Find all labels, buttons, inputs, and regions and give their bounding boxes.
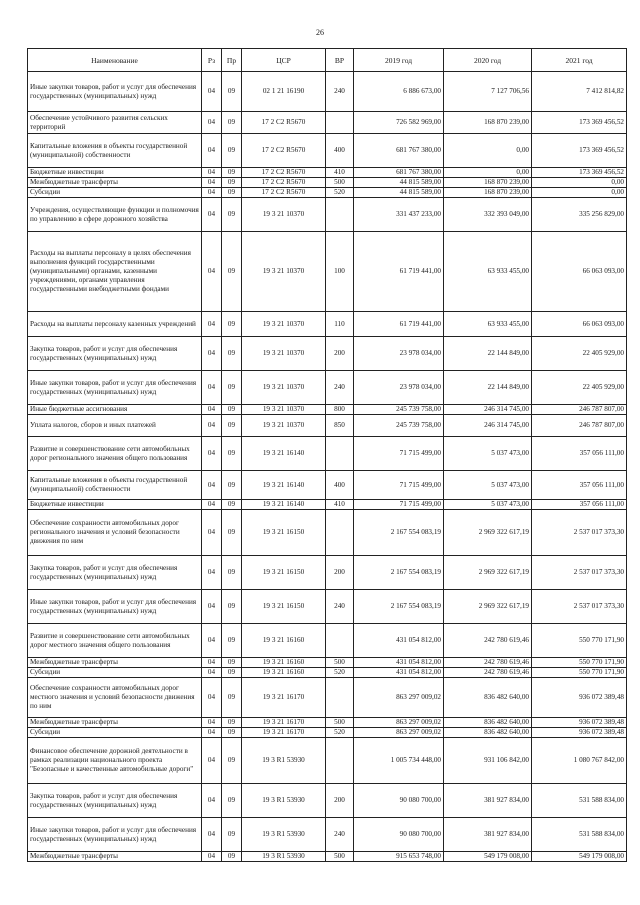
cell-rz: 04 <box>202 178 222 188</box>
table-row <box>28 658 627 668</box>
cell-rz: 04 <box>202 405 222 415</box>
cell-2020: 931 106 842,00 <box>444 738 532 784</box>
cell-2020: 2 969 322 617,19 <box>444 590 532 624</box>
table-row <box>28 668 627 678</box>
cell-vr: 500 <box>326 852 354 862</box>
cell-2021: 531 588 834,00 <box>532 784 627 818</box>
cell-name: Бюджетные инвестиции <box>28 168 202 178</box>
cell-name: Межбюджетные трансферты <box>28 852 202 862</box>
cell-pr: 09 <box>222 728 242 738</box>
cell-rz: 04 <box>202 556 222 590</box>
table-row <box>28 784 627 818</box>
column-header-csr: ЦСР <box>242 49 326 72</box>
cell-csr: 17 2 С2 R5670 <box>242 178 326 188</box>
cell-2020: 63 933 455,00 <box>444 312 532 337</box>
table-row <box>28 178 627 188</box>
cell-rz: 04 <box>202 415 222 437</box>
column-header-2020: 2020 год <box>444 49 532 72</box>
cell-2021: 246 787 807,00 <box>532 405 627 415</box>
cell-2020: 381 927 834,00 <box>444 818 532 852</box>
cell-2020: 246 314 745,00 <box>444 405 532 415</box>
cell-name: Развитие и совершенствование сети автомобильных дорог местного значения общего пользования <box>28 624 202 658</box>
cell-csr: 19 3 21 16150 <box>242 590 326 624</box>
cell-name: Капитальные вложения в объекты государственной (муниципальной) собственности <box>28 134 202 168</box>
cell-vr: 400 <box>326 471 354 500</box>
cell-name: Развитие и совершенствование сети автомобильных дорог регионального значения общего пользования <box>28 437 202 471</box>
cell-vr: 400 <box>326 134 354 168</box>
cell-csr: 19 3 21 10370 <box>242 312 326 337</box>
cell-2021: 531 588 834,00 <box>532 818 627 852</box>
cell-name: Субсидии <box>28 668 202 678</box>
cell-pr: 09 <box>222 232 242 312</box>
cell-2020: 2 969 322 617,19 <box>444 510 532 556</box>
cell-rz: 04 <box>202 818 222 852</box>
cell-rz: 04 <box>202 852 222 862</box>
cell-2020: 836 482 640,00 <box>444 728 532 738</box>
cell-2019: 23 978 034,00 <box>354 371 444 405</box>
cell-rz: 04 <box>202 738 222 784</box>
cell-2021: 936 072 389,48 <box>532 678 627 718</box>
cell-2021: 246 787 807,00 <box>532 415 627 437</box>
cell-csr: 17 2 С2 R5670 <box>242 168 326 178</box>
cell-vr: 100 <box>326 232 354 312</box>
cell-vr <box>326 678 354 718</box>
cell-vr: 240 <box>326 371 354 405</box>
cell-2020: 246 314 745,00 <box>444 415 532 437</box>
cell-pr: 09 <box>222 818 242 852</box>
cell-pr: 09 <box>222 738 242 784</box>
cell-name: Иные закупки товаров, работ и услуг для обеспечения государственных (муниципальных) нужд <box>28 590 202 624</box>
cell-csr: 02 1 21 16190 <box>242 72 326 112</box>
cell-vr: 500 <box>326 178 354 188</box>
cell-name: Межбюджетные трансферты <box>28 178 202 188</box>
cell-2019: 726 582 969,00 <box>354 112 444 134</box>
cell-2019: 863 297 009,02 <box>354 718 444 728</box>
cell-rz: 04 <box>202 198 222 232</box>
cell-2020: 5 037 473,00 <box>444 471 532 500</box>
cell-vr: 410 <box>326 168 354 178</box>
cell-csr: 19 3 R1 53930 <box>242 818 326 852</box>
cell-name: Расходы на выплаты персоналу в целях обеспечения выполнения функций государственными (муниципальными) органами, казенными учреждениями, органами управления государственными внебюджетными фондами <box>28 232 202 312</box>
cell-csr: 17 2 С2 R5670 <box>242 188 326 198</box>
cell-rz: 04 <box>202 232 222 312</box>
cell-csr: 19 3 21 16150 <box>242 556 326 590</box>
cell-pr: 09 <box>222 718 242 728</box>
cell-2020: 242 780 619,46 <box>444 658 532 668</box>
table-row <box>28 738 627 784</box>
cell-2019: 23 978 034,00 <box>354 337 444 371</box>
cell-name: Субсидии <box>28 728 202 738</box>
cell-pr: 09 <box>222 168 242 178</box>
cell-2021: 0,00 <box>532 178 627 188</box>
cell-2019: 431 054 812,00 <box>354 624 444 658</box>
table-row <box>28 188 627 198</box>
cell-rz: 04 <box>202 337 222 371</box>
cell-pr: 09 <box>222 500 242 510</box>
cell-rz: 04 <box>202 134 222 168</box>
cell-csr: 17 2 С2 R5670 <box>242 112 326 134</box>
cell-2019: 71 715 499,00 <box>354 471 444 500</box>
cell-name: Межбюджетные трансферты <box>28 658 202 668</box>
cell-2019: 44 815 589,00 <box>354 178 444 188</box>
table-row <box>28 852 627 862</box>
cell-name: Закупка товаров, работ и услуг для обеспечения государственных (муниципальных) нужд <box>28 337 202 371</box>
cell-csr: 19 3 21 16170 <box>242 678 326 718</box>
table-header-row <box>28 49 627 72</box>
cell-2019: 71 715 499,00 <box>354 500 444 510</box>
table-row <box>28 415 627 437</box>
cell-2021: 7 412 814,82 <box>532 72 627 112</box>
cell-csr: 19 3 21 10370 <box>242 405 326 415</box>
cell-csr: 19 3 21 16150 <box>242 510 326 556</box>
cell-2019: 681 767 380,00 <box>354 168 444 178</box>
cell-2021: 936 072 389,48 <box>532 718 627 728</box>
cell-2019: 44 815 589,00 <box>354 188 444 198</box>
cell-pr: 09 <box>222 510 242 556</box>
table-row <box>28 232 627 312</box>
cell-vr: 520 <box>326 728 354 738</box>
cell-name: Финансовое обеспечение дорожной деятельности в рамках реализации национального проекта "Безопасные и качественные автомобильные дороги" <box>28 738 202 784</box>
table-row <box>28 500 627 510</box>
cell-2020: 168 870 239,00 <box>444 178 532 188</box>
cell-vr <box>326 624 354 658</box>
cell-csr: 19 3 21 16160 <box>242 668 326 678</box>
page-number: 26 <box>316 28 324 37</box>
cell-name: Уплата налогов, сборов и иных платежей <box>28 415 202 437</box>
cell-2021: 335 256 829,00 <box>532 198 627 232</box>
cell-2021: 1 080 767 842,00 <box>532 738 627 784</box>
table-row <box>28 437 627 471</box>
cell-csr: 19 3 R1 53930 <box>242 738 326 784</box>
cell-2019: 90 080 700,00 <box>354 818 444 852</box>
table-row <box>28 134 627 168</box>
cell-vr <box>326 437 354 471</box>
cell-csr: 19 3 21 16160 <box>242 658 326 668</box>
cell-2020: 168 870 239,00 <box>444 188 532 198</box>
budget-table <box>27 48 627 862</box>
column-header-name: Наименование <box>28 49 202 72</box>
cell-vr: 240 <box>326 590 354 624</box>
cell-2020: 0,00 <box>444 134 532 168</box>
column-header-rz: Рз <box>202 49 222 72</box>
cell-2021: 173 369 456,52 <box>532 134 627 168</box>
cell-vr: 850 <box>326 415 354 437</box>
cell-2020: 22 144 849,00 <box>444 371 532 405</box>
cell-2019: 2 167 554 083,19 <box>354 510 444 556</box>
cell-2021: 22 405 929,00 <box>532 337 627 371</box>
cell-2019: 245 739 758,00 <box>354 415 444 437</box>
cell-vr: 500 <box>326 718 354 728</box>
cell-name: Иные закупки товаров, работ и услуг для обеспечения государственных (муниципальных) нужд <box>28 818 202 852</box>
cell-pr: 09 <box>222 471 242 500</box>
cell-2019: 245 739 758,00 <box>354 405 444 415</box>
cell-2019: 2 167 554 083,19 <box>354 590 444 624</box>
cell-2020: 5 037 473,00 <box>444 500 532 510</box>
cell-csr: 19 3 21 16170 <box>242 718 326 728</box>
cell-2020: 7 127 706,56 <box>444 72 532 112</box>
cell-rz: 04 <box>202 728 222 738</box>
cell-csr: 19 3 21 16140 <box>242 437 326 471</box>
cell-2021: 357 056 111,00 <box>532 500 627 510</box>
column-header-pr: Пр <box>222 49 242 72</box>
cell-vr: 410 <box>326 500 354 510</box>
cell-2019: 6 886 673,00 <box>354 72 444 112</box>
cell-2021: 0,00 <box>532 188 627 198</box>
cell-csr: 19 3 21 10370 <box>242 232 326 312</box>
cell-2021: 357 056 111,00 <box>532 437 627 471</box>
table-row <box>28 624 627 658</box>
cell-csr: 19 3 R1 53930 <box>242 852 326 862</box>
cell-pr: 09 <box>222 624 242 658</box>
cell-rz: 04 <box>202 168 222 178</box>
cell-rz: 04 <box>202 72 222 112</box>
cell-2020: 0,00 <box>444 168 532 178</box>
cell-2020: 836 482 640,00 <box>444 678 532 718</box>
cell-name: Капитальные вложения в объекты государственной (муниципальной) собственности <box>28 471 202 500</box>
column-header-vr: ВР <box>326 49 354 72</box>
cell-name: Учреждения, осуществляющие функции и полномочия по управлению в сфере дорожного хозяйства <box>28 198 202 232</box>
cell-2021: 2 537 017 373,30 <box>532 510 627 556</box>
cell-name: Бюджетные инвестиции <box>28 500 202 510</box>
cell-name: Расходы на выплаты персоналу казенных учреждений <box>28 312 202 337</box>
cell-vr <box>326 198 354 232</box>
cell-2021: 550 770 171,90 <box>532 624 627 658</box>
cell-pr: 09 <box>222 198 242 232</box>
cell-vr: 240 <box>326 72 354 112</box>
cell-2020: 22 144 849,00 <box>444 337 532 371</box>
cell-name: Обеспечение сохранности автомобильных дорог местного значения и условий безопасности движения по ним <box>28 678 202 718</box>
cell-pr: 09 <box>222 405 242 415</box>
cell-pr: 09 <box>222 590 242 624</box>
cell-csr: 19 3 21 10370 <box>242 198 326 232</box>
cell-name: Обеспечение сохранности автомобильных дорог регионального значения и условий безопасности движения по ним <box>28 510 202 556</box>
cell-2021: 22 405 929,00 <box>532 371 627 405</box>
table-row <box>28 337 627 371</box>
cell-rz: 04 <box>202 624 222 658</box>
cell-pr: 09 <box>222 178 242 188</box>
table-row <box>28 72 627 112</box>
cell-rz: 04 <box>202 590 222 624</box>
cell-csr: 19 3 21 16140 <box>242 500 326 510</box>
table-row <box>28 371 627 405</box>
cell-2021: 2 537 017 373,30 <box>532 556 627 590</box>
cell-pr: 09 <box>222 337 242 371</box>
cell-vr <box>326 112 354 134</box>
table-row <box>28 556 627 590</box>
cell-2021: 936 072 389,48 <box>532 728 627 738</box>
cell-name: Обеспечение устойчивого развития сельских территорий <box>28 112 202 134</box>
cell-pr: 09 <box>222 188 242 198</box>
table-row <box>28 471 627 500</box>
cell-vr: 110 <box>326 312 354 337</box>
cell-csr: 17 2 С2 R5670 <box>242 134 326 168</box>
cell-pr: 09 <box>222 668 242 678</box>
cell-2020: 381 927 834,00 <box>444 784 532 818</box>
cell-2021: 173 369 456,52 <box>532 112 627 134</box>
cell-2020: 549 179 008,00 <box>444 852 532 862</box>
cell-2019: 863 297 009,02 <box>354 728 444 738</box>
cell-pr: 09 <box>222 852 242 862</box>
cell-2021: 66 063 093,00 <box>532 232 627 312</box>
cell-2019: 71 715 499,00 <box>354 437 444 471</box>
cell-2020: 332 393 049,00 <box>444 198 532 232</box>
cell-2021: 173 369 456,52 <box>532 168 627 178</box>
table-row <box>28 590 627 624</box>
cell-2021: 550 770 171,90 <box>532 658 627 668</box>
cell-name: Субсидии <box>28 188 202 198</box>
cell-2020: 836 482 640,00 <box>444 718 532 728</box>
cell-rz: 04 <box>202 678 222 718</box>
cell-2019: 61 719 441,00 <box>354 232 444 312</box>
cell-vr: 200 <box>326 556 354 590</box>
cell-pr: 09 <box>222 371 242 405</box>
cell-csr: 19 3 21 10370 <box>242 371 326 405</box>
cell-rz: 04 <box>202 112 222 134</box>
cell-pr: 09 <box>222 134 242 168</box>
cell-rz: 04 <box>202 784 222 818</box>
cell-name: Закупка товаров, работ и услуг для обеспечения государственных (муниципальных) нужд <box>28 784 202 818</box>
cell-vr: 240 <box>326 818 354 852</box>
cell-2021: 549 179 008,00 <box>532 852 627 862</box>
cell-vr: 520 <box>326 668 354 678</box>
cell-csr: 19 3 R1 53930 <box>242 784 326 818</box>
cell-2019: 431 054 812,00 <box>354 658 444 668</box>
cell-vr: 200 <box>326 337 354 371</box>
cell-pr: 09 <box>222 437 242 471</box>
table-row <box>28 198 627 232</box>
cell-vr: 500 <box>326 658 354 668</box>
cell-name: Межбюджетные трансферты <box>28 718 202 728</box>
cell-rz: 04 <box>202 668 222 678</box>
cell-2019: 90 080 700,00 <box>354 784 444 818</box>
cell-rz: 04 <box>202 510 222 556</box>
table-row <box>28 678 627 718</box>
cell-2020: 63 933 455,00 <box>444 232 532 312</box>
cell-2019: 915 653 748,00 <box>354 852 444 862</box>
cell-2019: 61 719 441,00 <box>354 312 444 337</box>
cell-pr: 09 <box>222 112 242 134</box>
cell-csr: 19 3 21 16160 <box>242 624 326 658</box>
cell-2020: 5 037 473,00 <box>444 437 532 471</box>
cell-csr: 19 3 21 16140 <box>242 471 326 500</box>
cell-rz: 04 <box>202 188 222 198</box>
cell-pr: 09 <box>222 415 242 437</box>
cell-2021: 66 063 093,00 <box>532 312 627 337</box>
cell-vr: 200 <box>326 784 354 818</box>
cell-2019: 331 437 233,00 <box>354 198 444 232</box>
table-row <box>28 718 627 728</box>
table-row <box>28 112 627 134</box>
cell-2021: 550 770 171,90 <box>532 668 627 678</box>
cell-pr: 09 <box>222 678 242 718</box>
cell-rz: 04 <box>202 312 222 337</box>
cell-pr: 09 <box>222 556 242 590</box>
table-row <box>28 510 627 556</box>
cell-pr: 09 <box>222 72 242 112</box>
cell-csr: 19 3 21 16170 <box>242 728 326 738</box>
table-body <box>28 72 627 862</box>
cell-rz: 04 <box>202 718 222 728</box>
cell-name: Иные бюджетные ассигнования <box>28 405 202 415</box>
cell-2019: 681 767 380,00 <box>354 134 444 168</box>
cell-vr: 800 <box>326 405 354 415</box>
cell-2021: 2 537 017 373,30 <box>532 590 627 624</box>
table-row <box>28 405 627 415</box>
cell-2020: 2 969 322 617,19 <box>444 556 532 590</box>
cell-rz: 04 <box>202 371 222 405</box>
table-row <box>28 728 627 738</box>
cell-csr: 19 3 21 10370 <box>242 337 326 371</box>
cell-2019: 863 297 009,02 <box>354 678 444 718</box>
column-header-2019: 2019 год <box>354 49 444 72</box>
cell-rz: 04 <box>202 658 222 668</box>
cell-name: Иные закупки товаров, работ и услуг для обеспечения государственных (муниципальных) нужд <box>28 371 202 405</box>
cell-rz: 04 <box>202 437 222 471</box>
cell-2019: 431 054 812,00 <box>354 668 444 678</box>
cell-name: Закупка товаров, работ и услуг для обеспечения государственных (муниципальных) нужд <box>28 556 202 590</box>
cell-vr: 520 <box>326 188 354 198</box>
table-row <box>28 818 627 852</box>
cell-rz: 04 <box>202 500 222 510</box>
cell-2020: 242 780 619,46 <box>444 668 532 678</box>
cell-2020: 168 870 239,00 <box>444 112 532 134</box>
cell-pr: 09 <box>222 784 242 818</box>
cell-vr <box>326 738 354 784</box>
cell-2019: 2 167 554 083,19 <box>354 556 444 590</box>
cell-pr: 09 <box>222 658 242 668</box>
cell-csr: 19 3 21 10370 <box>242 415 326 437</box>
cell-2021: 357 056 111,00 <box>532 471 627 500</box>
cell-2020: 242 780 619,46 <box>444 624 532 658</box>
cell-name: Иные закупки товаров, работ и услуг для обеспечения государственных (муниципальных) нужд <box>28 72 202 112</box>
cell-2019: 1 005 734 448,00 <box>354 738 444 784</box>
table-row <box>28 168 627 178</box>
column-header-2021: 2021 год <box>532 49 627 72</box>
table-row <box>28 312 627 337</box>
cell-vr <box>326 510 354 556</box>
cell-pr: 09 <box>222 312 242 337</box>
cell-rz: 04 <box>202 471 222 500</box>
